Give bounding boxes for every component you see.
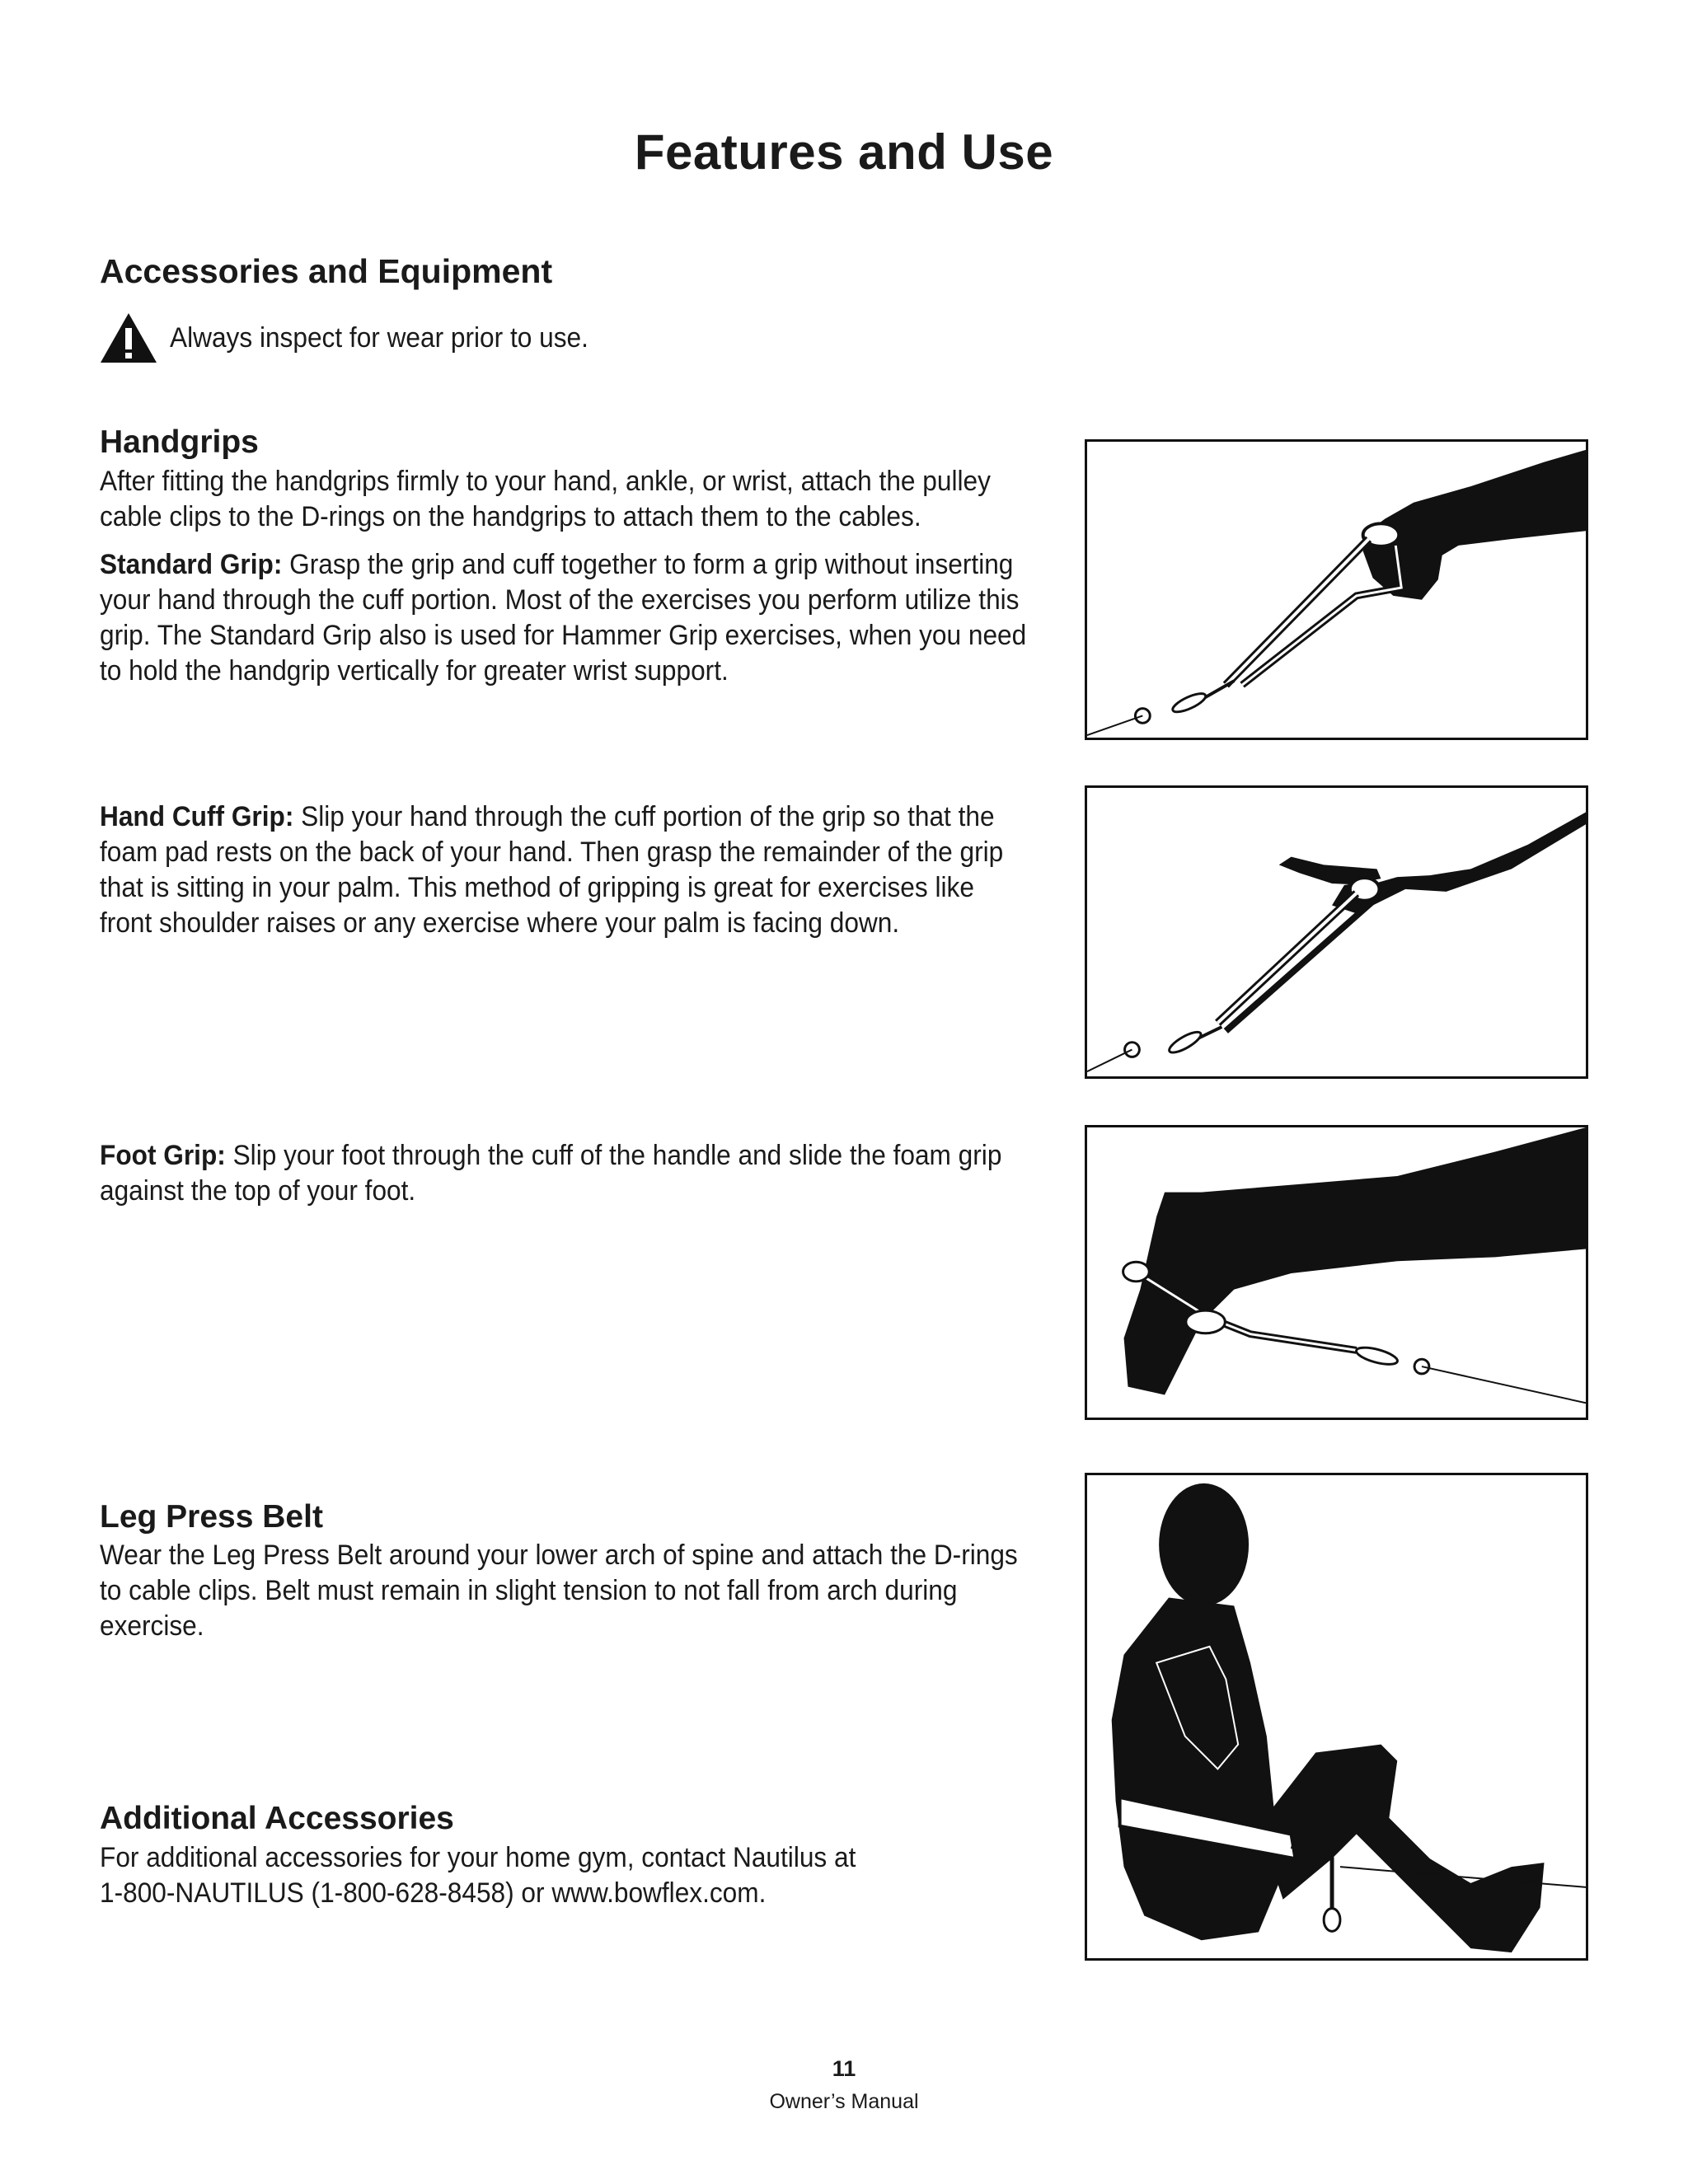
hand-cuff-grip-label: Hand Cuff Grip: (100, 801, 294, 832)
page-number: 11 (832, 2056, 856, 2081)
warning-row (99, 312, 818, 364)
foot-grip-label: Foot Grip: (100, 1140, 226, 1171)
foot-grip-text: Slip your foot through the cuff of the handle and slide the foam grip against the top of your foot. (100, 1140, 1002, 1207)
foot-grip-illustration (1085, 1125, 1588, 1420)
additional-heading: Additional Accessories (100, 1801, 454, 1836)
additional-line-1: For additional accessories for your home gym, contact Nautilus at (100, 1842, 856, 1873)
handgrips-intro: After fitting the handgrips firmly to your hand, ankle, or wrist, attach the pulley cable clips to the D-rings on the handgrips to attach them to the cables. (100, 466, 991, 532)
standard-grip-label: Standard Grip: (100, 549, 283, 580)
leg-press-text: Wear the Leg Press Belt around your lower arch of spine and attach the D-rings to cable clips. Belt must remain in slight tension to not fall from arch during exercise. (100, 1540, 1018, 1642)
hand-cuff-grip-paragraph (100, 799, 1027, 941)
foot-grip-paragraph (100, 1138, 1027, 1209)
accessories-heading: Accessories and Equipment (100, 252, 553, 290)
footer-text: Owner’s Manual (769, 2090, 919, 2113)
handgrips-heading: Handgrips (100, 424, 259, 460)
warning-icon (99, 312, 158, 364)
standard-grip-text: Grasp the grip and cuff together to form a grip without inserting your hand through the cuff portion. Most of the exercises you perform utilize this grip. The Standard Grip also is used for Hammer Grip exercises, when you need to hold the handgrip vertically for greater wrist support. (100, 549, 1027, 687)
standard-grip-paragraph (100, 547, 1027, 689)
additional-line-2: 1-800-NAUTILUS (1-800-628-8458) or www.bowflex.com. (100, 1877, 767, 1909)
page-title: Features and Use (634, 124, 1054, 180)
leg-press-heading: Leg Press Belt (100, 1499, 323, 1535)
leg-press-belt-illustration (1085, 1473, 1588, 1961)
hand-cuff-grip-illustration (1085, 785, 1588, 1079)
warning-text: Always inspect for wear prior to use. (170, 321, 588, 354)
standard-grip-illustration (1085, 439, 1588, 740)
hand-cuff-grip-text: Slip your hand through the cuff portion of the grip so that the foam pad rests on the back of your hand. Then grasp the remainder of the grip that is sitting in your palm. This method of gripping is great for exercises like front shoulder raises or any exercise where your palm is facing down. (100, 801, 1004, 939)
